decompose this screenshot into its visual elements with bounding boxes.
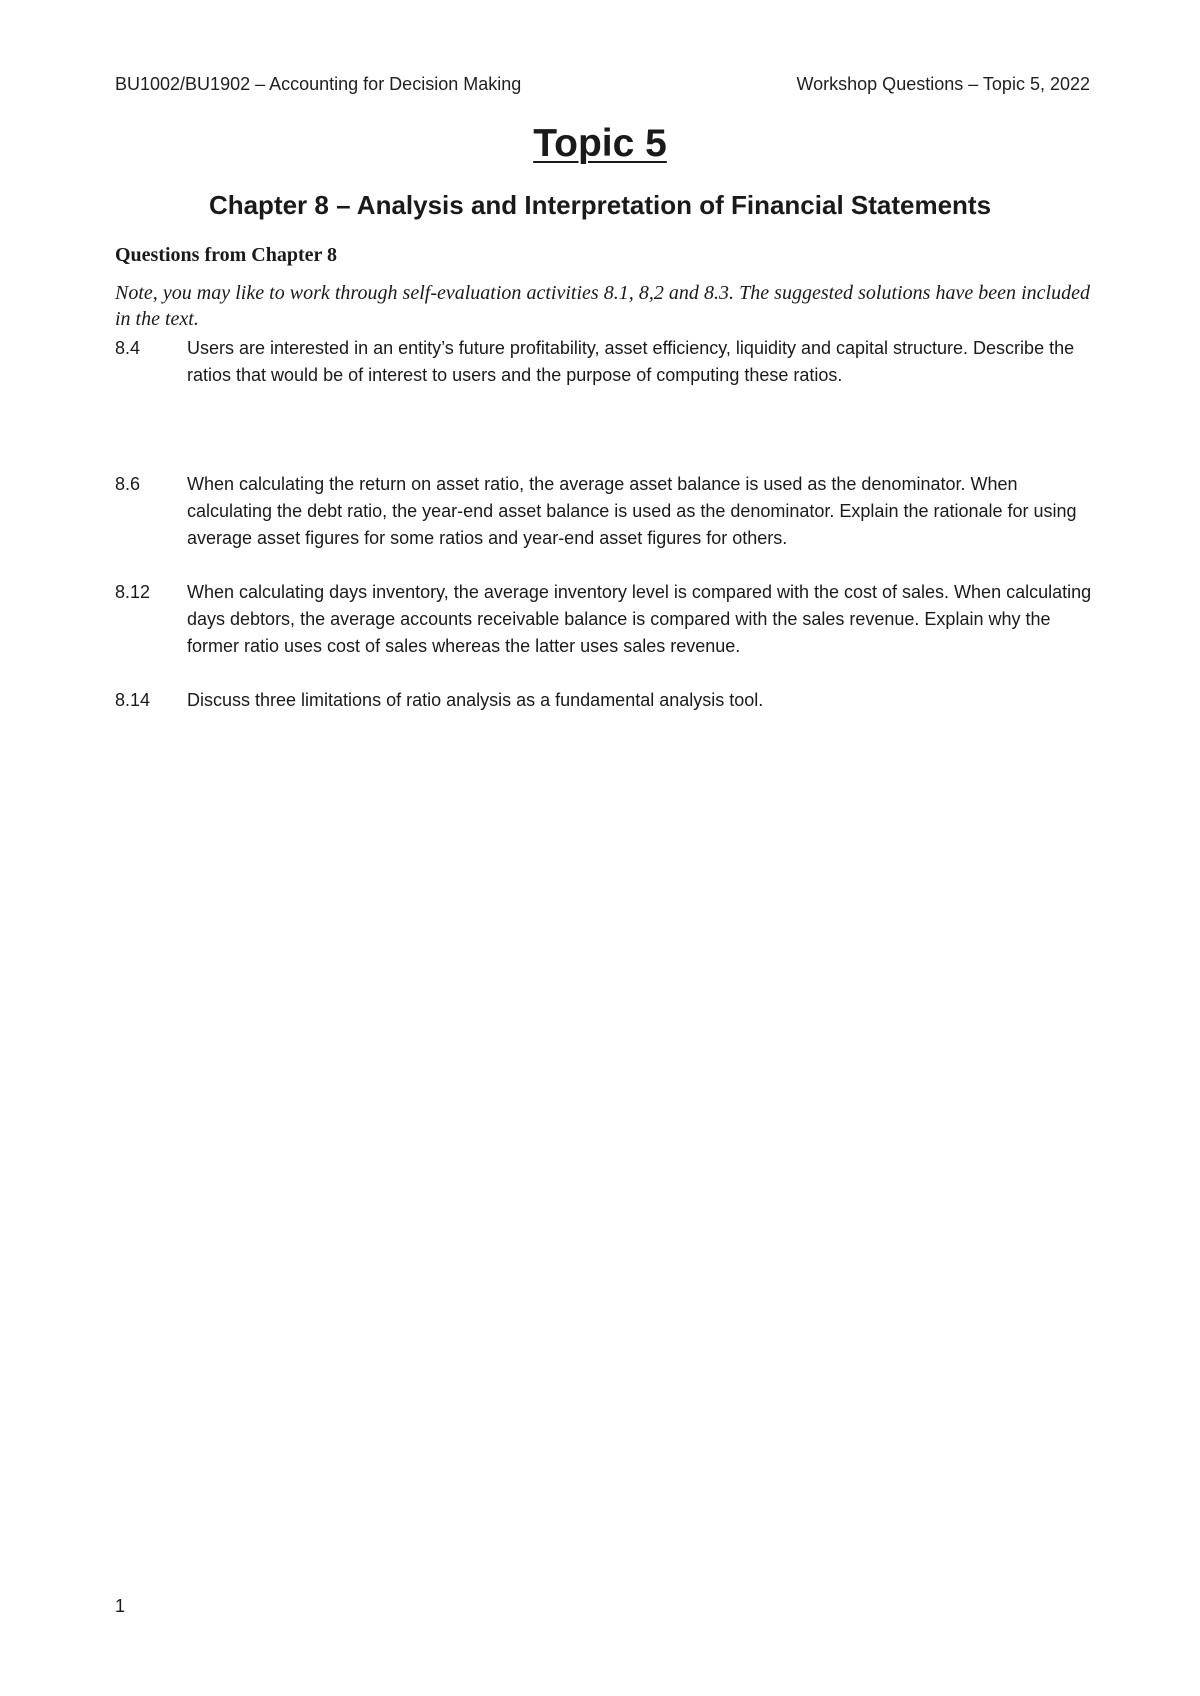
header-workshop-label: Workshop Questions – Topic 5, 2022 bbox=[796, 74, 1090, 94]
question-item-8-14 bbox=[115, 687, 1100, 714]
header-course-title: BU1002/BU1902 – Accounting for Decision Making bbox=[115, 74, 522, 94]
page-number: 1 bbox=[115, 1596, 126, 1616]
question-number: 8.14 bbox=[115, 690, 151, 710]
question-number: 8.4 bbox=[115, 338, 141, 358]
note-paragraph: Note, you may like to work through self-evaluation activities 8.1, 8,2 and 8.3. The suggested solutions have been included in the text. bbox=[115, 282, 1090, 330]
question-text: Users are interested in an entity’s future profitability, asset efficiency, liquidity and capital structure. Describe the ratios that would be of interest to users and the purpose of computing these ratios. bbox=[187, 338, 1075, 385]
question-item-8-12 bbox=[115, 579, 1100, 660]
question-number: 8.12 bbox=[115, 582, 151, 602]
question-item-8-6 bbox=[115, 471, 1100, 552]
questions-heading: Questions from Chapter 8 bbox=[115, 244, 338, 266]
question-text: When calculating days inventory, the average inventory level is compared with the cost of sales. When calculating days debtors, the average accounts receivable balance is compared with the sales revenue. Explain why the former ratio uses cost of sales whereas the latter uses sales revenue. bbox=[187, 582, 1092, 656]
question-number: 8.6 bbox=[115, 474, 141, 494]
question-text: When calculating the return on asset ratio, the average asset balance is used as the denominator. When calculating the debt ratio, the year-end asset balance is used as the denominator. Explain the rationale for using average asset figures for some ratios and year-end asset figures for others. bbox=[187, 474, 1077, 548]
question-text: Discuss three limitations of ratio analysis as a fundamental analysis tool. bbox=[187, 690, 764, 710]
page-title: Topic 5 bbox=[533, 122, 667, 165]
question-item-8-4 bbox=[115, 335, 1100, 389]
chapter-title: Chapter 8 – Analysis and Interpretation of Financial Statements bbox=[208, 190, 992, 220]
